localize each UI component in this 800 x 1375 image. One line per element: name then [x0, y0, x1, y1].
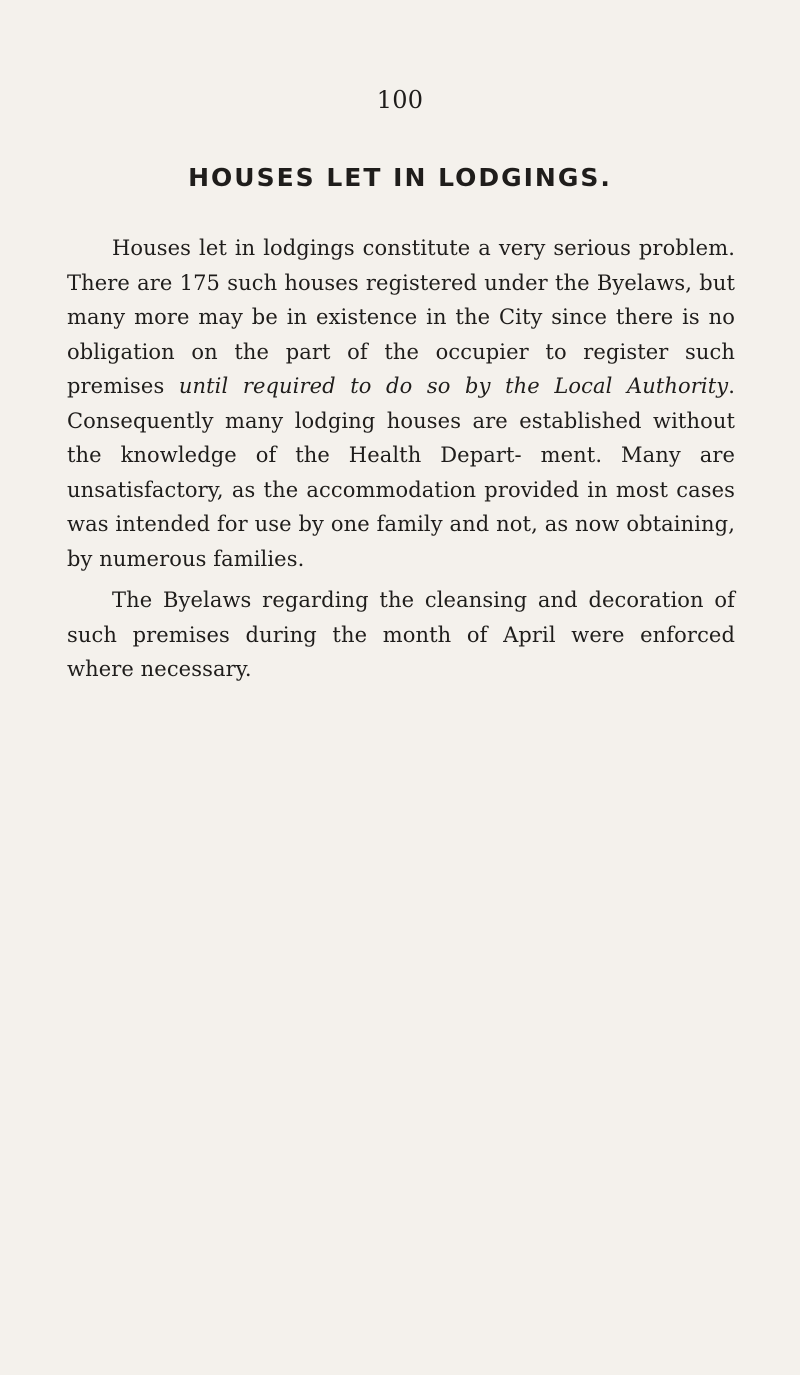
paragraph-2: The Byelaws regarding the cleansing and decoration of such premises during the month of April were enforced where necessary.: [67, 588, 735, 681]
paragraph-1: [67, 231, 735, 576]
section-heading: HOUSES LET IN LODGINGS.: [188, 163, 612, 192]
paragraph-1-text-start: Houses let in lodgings constitute a very serious problem. There are 175 such houses registered under the Byelaws, but many more may be in existence in the City since there is no obligation on the part of the occupier to register such premises: [67, 236, 735, 398]
paragraph-1-text-end: . Consequently many lodging houses are established without the knowledge of the Health Depart- ment. Many are unsatisfactory, as the accommodation provided in most cases was intended for use by one family and not, as now obtaining, by numerous families.: [67, 374, 735, 571]
page-number: 100: [376, 86, 424, 114]
paragraph-1-italic-text: until required to do so by the Local Authority: [178, 374, 729, 398]
